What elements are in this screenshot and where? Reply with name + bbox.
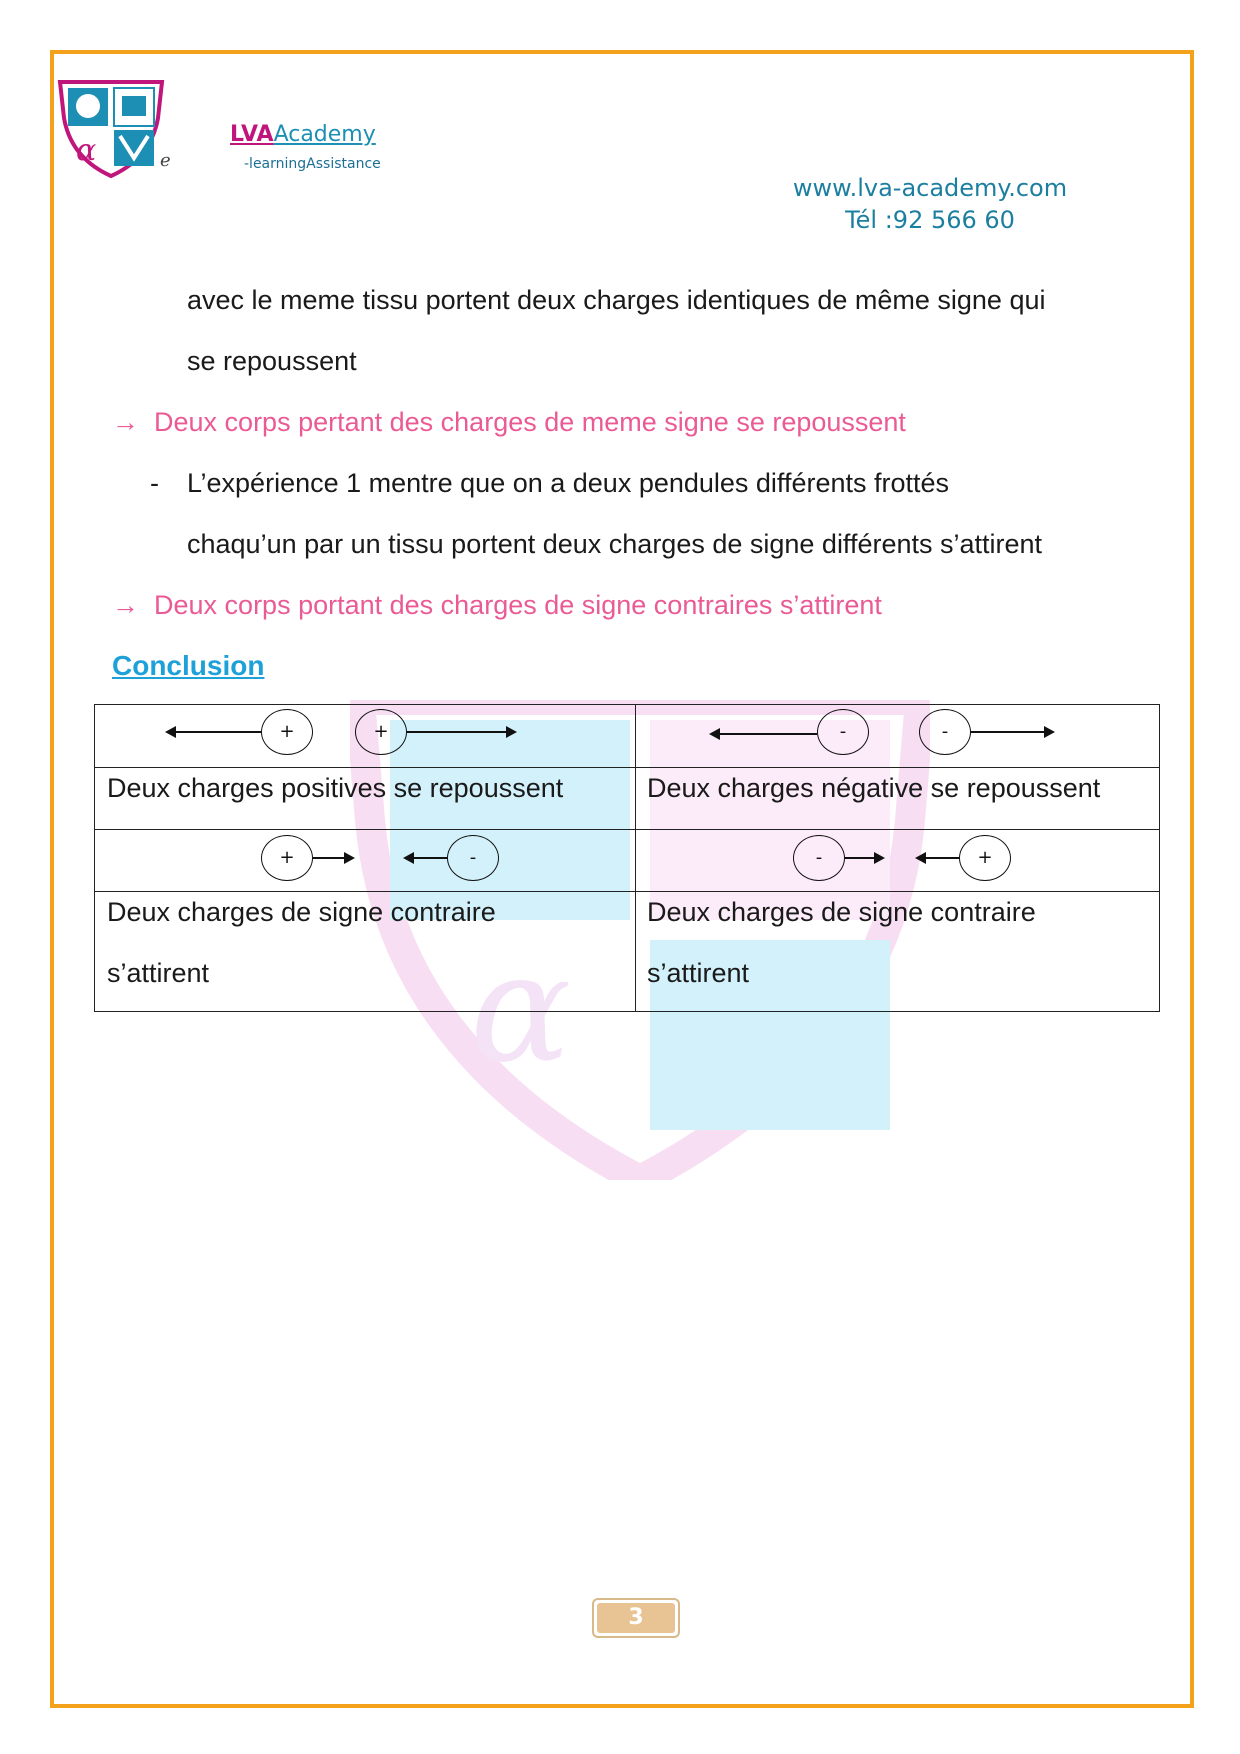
conclusion-line-1 (112, 407, 906, 438)
conclusion-text-1: Deux corps pertant des charges de meme signe se repoussent (154, 407, 906, 437)
diagram-opposite-attract-left (95, 829, 635, 891)
diagram-negative-repel (635, 705, 1161, 767)
website-link[interactable]: www.lva-academy.com (792, 174, 1068, 202)
page-number: 3 (597, 1603, 675, 1633)
arrow-icon: → (112, 407, 139, 437)
arrow-right-icon (407, 731, 515, 733)
brand-lva: LVA (230, 122, 274, 147)
conclusion-text-2: Deux corps portant des charges de signe contraires s’attirent (154, 590, 882, 620)
arrow-left-icon (167, 731, 261, 733)
dash-bullet: - (150, 468, 159, 498)
diagram-opposite-attract-right (635, 829, 1161, 891)
brand-academy: Academy (273, 122, 376, 147)
arrow-icon: → (112, 590, 139, 620)
svg-text:α: α (76, 133, 97, 168)
table-row-divider (95, 891, 1159, 892)
charge-negative: - (919, 709, 971, 755)
body-line-1: avec le meme tissu portent deux charges identiques de même signe qui (187, 285, 1046, 315)
diagram-positive-repel (95, 705, 635, 767)
cell-opposite-attract-right-l2: s’attirent (647, 958, 750, 988)
arrow-left-icon (711, 733, 817, 735)
arrow-right-icon (845, 857, 883, 859)
cell-negative-repel: Deux charges négative se repoussent (647, 773, 1101, 803)
arrow-left-icon (917, 857, 959, 859)
brand-name (230, 122, 376, 147)
body-line-4: chaqu’un par un tissu portent deux charges de signe différents s’attirent (187, 529, 1043, 559)
lva-logo (56, 78, 166, 178)
charge-positive: + (959, 835, 1011, 881)
cell-opposite-attract-left-l1: Deux charges de signe contraire (107, 897, 496, 927)
cell-opposite-attract-right-l1: Deux charges de signe contraire (647, 897, 1036, 927)
conclusion-heading: Conclusion (112, 650, 265, 681)
page-number-badge (592, 1598, 680, 1638)
cell-positive-repel: Deux charges positives se repoussent (107, 773, 564, 803)
table-row-divider (95, 767, 1159, 768)
svg-text:α: α (470, 922, 572, 1096)
arrow-right-icon (971, 731, 1053, 733)
charge-positive: + (261, 835, 313, 881)
charge-negative: - (793, 835, 845, 881)
charge-positive: + (261, 709, 313, 755)
arrow-left-icon (405, 857, 447, 859)
body-line-2: se repoussent (187, 346, 357, 376)
brand-subtitle: -learningAssistance (244, 156, 381, 172)
body-line-3: L’expérience 1 mentre que on a deux pendules différents frottés (187, 468, 950, 498)
cell-opposite-attract-left-l2: s’attirent (107, 958, 210, 988)
phone-number: Tél :92 566 60 (845, 206, 1015, 234)
charge-negative: - (447, 835, 499, 881)
charges-table (94, 704, 1160, 1012)
charge-positive: + (355, 709, 407, 755)
arrow-right-icon (313, 857, 353, 859)
charge-negative: - (817, 709, 869, 755)
logo-e-letter: e (160, 150, 171, 171)
contact-block (780, 172, 1080, 236)
conclusion-line-2 (112, 590, 882, 621)
